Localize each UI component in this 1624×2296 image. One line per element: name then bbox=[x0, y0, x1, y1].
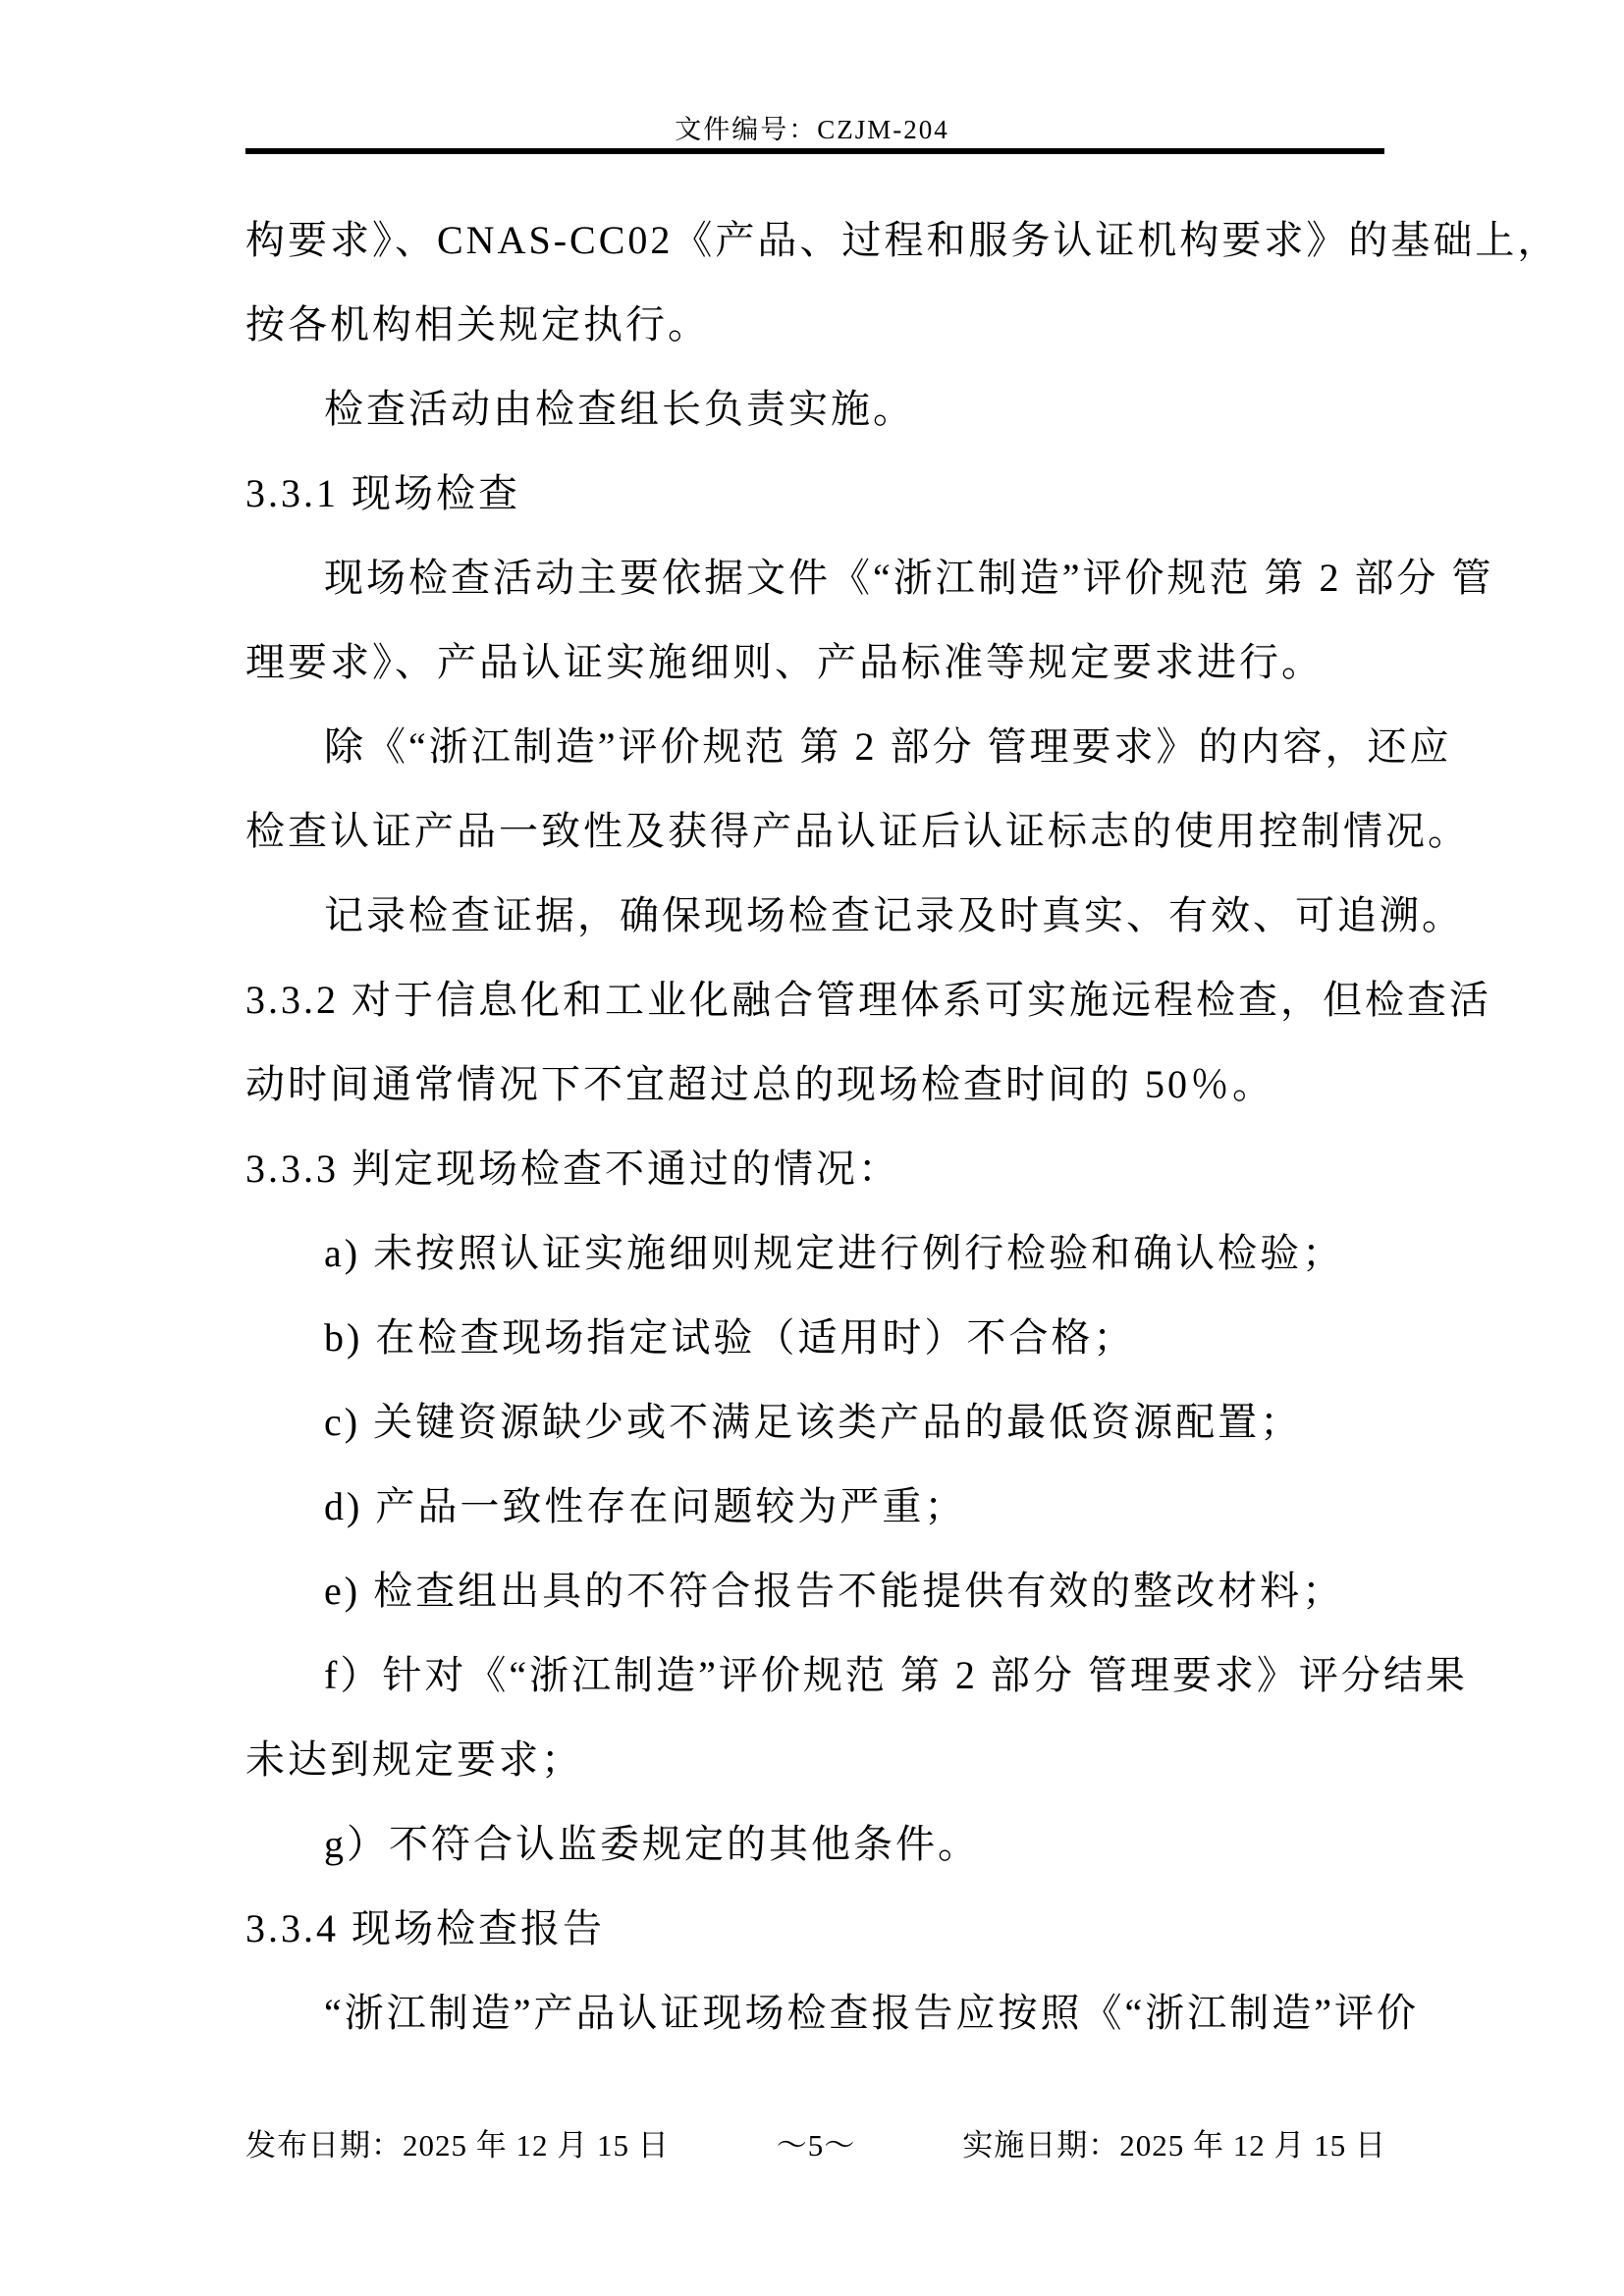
body-line: b) 在检查现场指定试验（适用时）不合格； bbox=[324, 1315, 1136, 1360]
body-line: 理要求》、产品认证实施细则、产品标准等规定要求进行。 bbox=[245, 640, 1324, 684]
body-line: 除《“浙江制造”评价规范 第 2 部分 管理要求》的内容，还应 bbox=[324, 724, 1452, 769]
body-line: 按各机构相关规定执行。 bbox=[245, 302, 710, 347]
body-line: f）针对《“浙江制造”评价规范 第 2 部分 管理要求》评分结果 bbox=[324, 1653, 1468, 1697]
body-line: d) 产品一致性存在问题较为严重； bbox=[324, 1484, 967, 1528]
body-line: 检查认证产品一致性及获得产品认证后认证标志的使用控制情况。 bbox=[245, 809, 1470, 853]
body-line: “浙江制造”产品认证现场检查报告应按照《“浙江制造”评价 bbox=[324, 1991, 1420, 2035]
body-line: 现场检查活动主要依据文件《“浙江制造”评价规范 第 2 部分 管 bbox=[324, 556, 1494, 600]
body-line: 3.3.3 判定现场检查不通过的情况： bbox=[245, 1147, 900, 1191]
body-line: g）不符合认监委规定的其他条件。 bbox=[324, 1822, 980, 1866]
body-line: 3.3.1 现场检查 bbox=[245, 471, 520, 515]
body-line: 3.3.4 现场检查报告 bbox=[245, 1906, 605, 1950]
body-line: a) 未按照认证实施细则规定进行例行检验和确认检验； bbox=[324, 1231, 1345, 1275]
body-line: 检查活动由检查组长负责实施。 bbox=[324, 387, 915, 431]
page-number: ～5～ bbox=[776, 2128, 856, 2163]
document-header bbox=[0, 108, 1624, 146]
body-line: 未达到规定要求； bbox=[245, 1737, 583, 1782]
body-line: e) 检查组出具的不符合报告不能提供有效的整改材料； bbox=[324, 1569, 1345, 1613]
doc-number: 文件编号：CZJM-204 bbox=[675, 115, 949, 144]
body-line: 构要求》、CNAS-CC02《产品、过程和服务认证机构要求》的基础上， bbox=[245, 218, 1560, 262]
body-line: 记录检查证据，确保现场检查记录及时真实、有效、可追溯。 bbox=[324, 893, 1464, 937]
document-body bbox=[245, 198, 1560, 2056]
implement-date: 实施日期：2025 年 12 月 15 日 bbox=[962, 2128, 1386, 2163]
document-footer bbox=[245, 2120, 1386, 2164]
header-rule bbox=[245, 148, 1384, 154]
release-date: 发布日期：2025 年 12 月 15 日 bbox=[245, 2128, 670, 2163]
body-line: 3.3.2 对于信息化和工业化融合管理体系可实施远程检查，但检查活 bbox=[245, 978, 1491, 1022]
body-line: 动时间通常情况下不宜超过总的现场检查时间的 50％。 bbox=[245, 1062, 1274, 1106]
body-line: c) 关键资源缺少或不满足该类产品的最低资源配置； bbox=[324, 1400, 1303, 1444]
